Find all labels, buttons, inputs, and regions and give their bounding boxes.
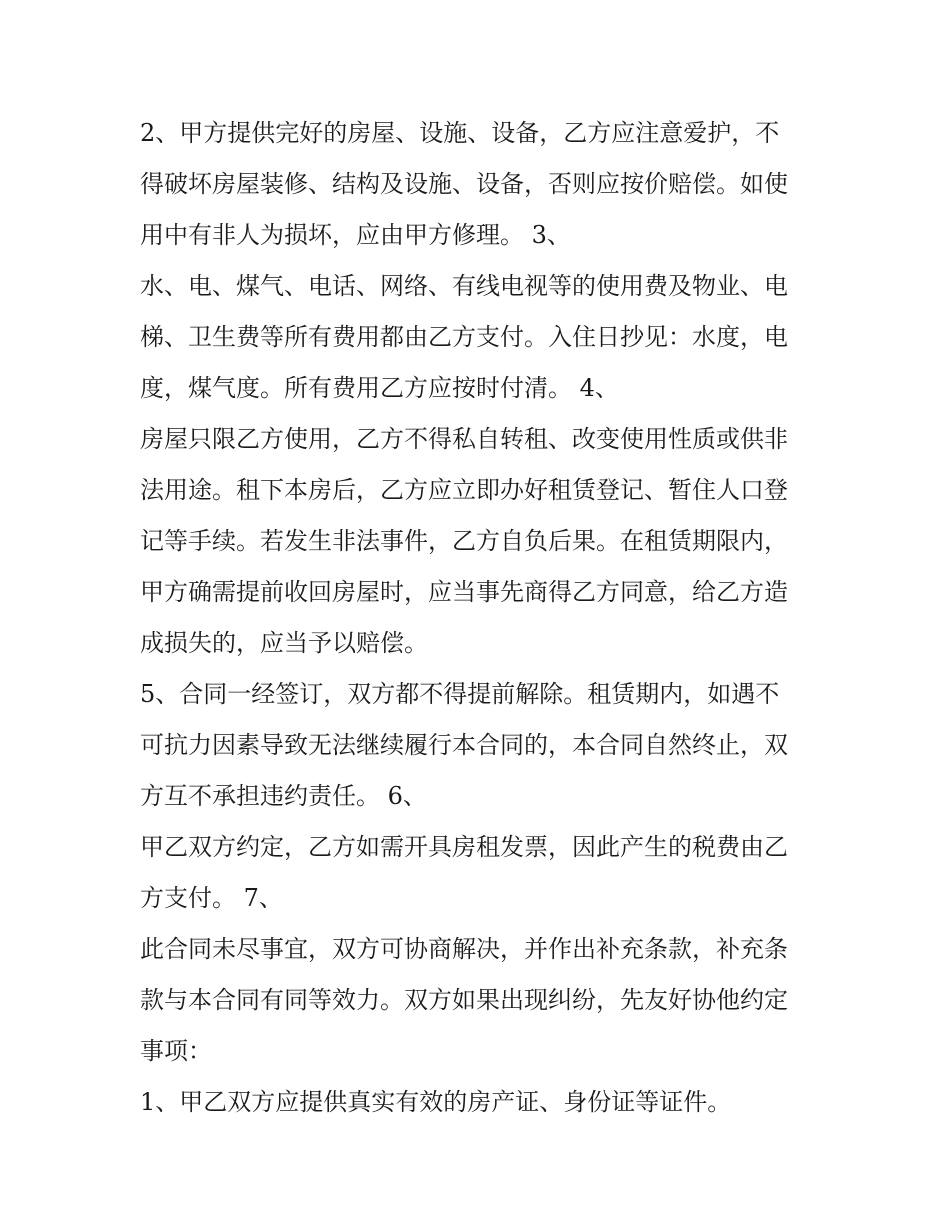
text-line: 方互不承担违约责任。 6、 — [140, 782, 427, 810]
text-line: 可抗力因素导致无法继续履行本合同的，本合同自然终止，双 — [140, 731, 788, 759]
contract-text — [140, 108, 830, 1128]
text-line: 梯、卫生费等所有费用都由乙方支付。入住日抄见：水度，电 — [140, 323, 788, 351]
text-line: 2、甲方提供完好的房屋、设施、设备，乙方应注意爱护，不 — [140, 119, 780, 147]
text-line: 得破坏房屋装修、结构及设施、设备，否则应按价赔偿。如使 — [140, 170, 788, 198]
text-line: 事项： — [140, 1037, 212, 1065]
text-line: 1、甲乙双方应提供真实有效的房产证、身份证等证件。 — [140, 1088, 732, 1116]
text-line: 5、合同一经签订，双方都不得提前解除。租赁期内，如遇不 — [140, 680, 780, 708]
text-line: 方支付。 7、 — [140, 884, 283, 912]
text-line: 此合同未尽事宜，双方可协商解决，并作出补充条款，补充条 — [140, 935, 788, 963]
text-line: 记等手续。若发生非法事件，乙方自负后果。在租赁期限内， — [140, 527, 788, 555]
text-line: 用中有非人为损坏，应由甲方修理。 3、 — [140, 221, 571, 249]
text-line: 甲方确需提前收回房屋时，应当事先商得乙方同意，给乙方造 — [140, 578, 788, 606]
text-line: 甲乙双方约定，乙方如需开具房租发票，因此产生的税费由乙 — [140, 833, 788, 861]
text-line: 度，煤气度。所有费用乙方应按时付清。 4、 — [140, 374, 619, 402]
text-line: 房屋只限乙方使用，乙方不得私自转租、改变使用性质或供非 — [140, 425, 788, 453]
text-line: 法用途。租下本房后，乙方应立即办好租赁登记、暂住人口登 — [140, 476, 788, 504]
text-line: 成损失的，应当予以赔偿。 — [140, 629, 428, 657]
text-line: 水、电、煤气、电话、网络、有线电视等的使用费及物业、电 — [140, 272, 788, 300]
text-line: 款与本合同有同等效力。双方如果出现纠纷，先友好协他约定 — [140, 986, 788, 1014]
